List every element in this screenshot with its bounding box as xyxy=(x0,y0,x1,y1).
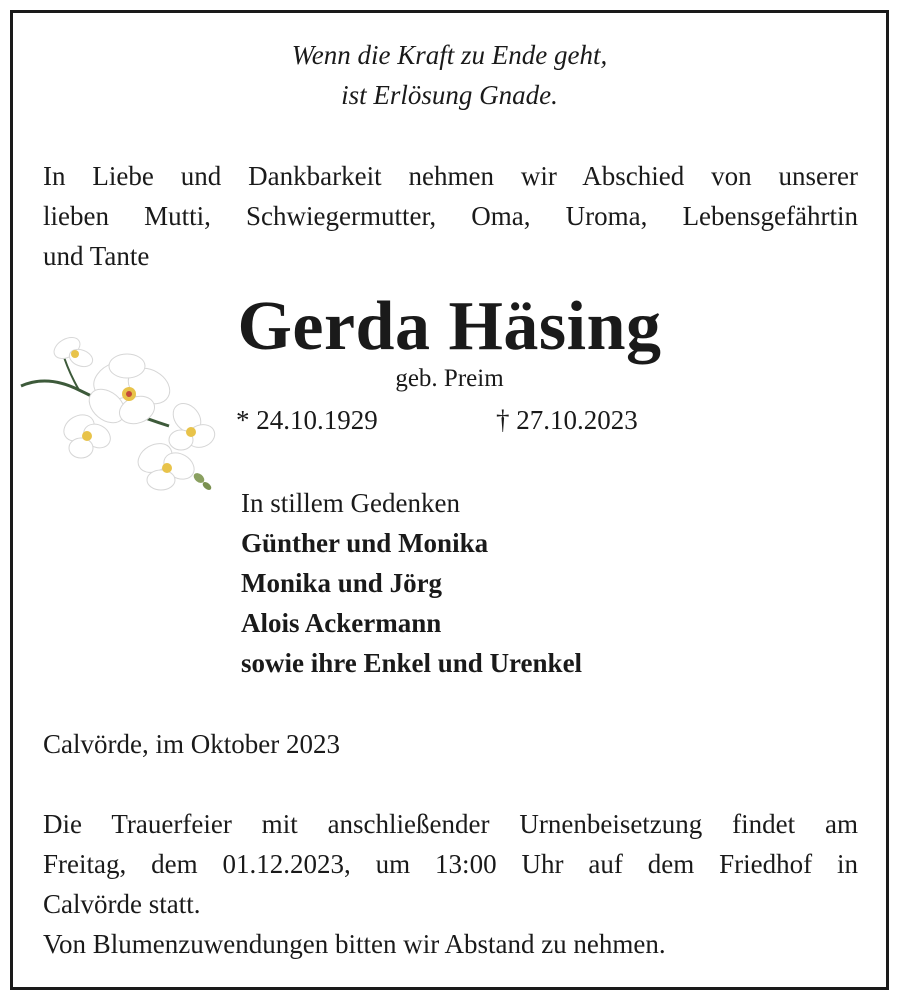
service-line-3: Calvörde statt. xyxy=(43,889,201,919)
intro-line-2: lieben Mutti, Schwiegermutter, Oma, Uroma, Lebensgefährtin xyxy=(43,201,858,231)
death-date: † 27.10.2023 xyxy=(496,405,638,435)
service-line-4: Von Blumenzuwendungen bitten wir Abstand zu nehmen. xyxy=(43,929,666,959)
maiden-name xyxy=(13,362,886,396)
motto-line-2: ist Erlösung Gnade. xyxy=(341,80,558,110)
obituary-frame xyxy=(10,10,889,990)
mourners-block xyxy=(241,483,582,683)
mourners-heading: In stillem Gedenken xyxy=(241,488,460,518)
mourner-name-1: Günther und Monika xyxy=(241,528,489,558)
maiden-name-text: geb. Preim xyxy=(395,365,504,392)
mourner-name-2: Monika und Jörg xyxy=(241,568,443,598)
deceased-name: Gerda Häsing xyxy=(237,288,662,365)
intro-line-1: In Liebe und Dankbarkeit nehmen wir Abschied von unserer xyxy=(43,161,858,191)
mourner-name-3: Alois Ackermann xyxy=(241,608,442,638)
place-and-date: Calvörde, im Oktober 2023 xyxy=(43,729,340,759)
intro-text xyxy=(43,156,858,276)
birth-date: * 24.10.1929 xyxy=(236,405,378,435)
service-line-1: Die Trauerfeier mit anschließender Urnenbeisetzung findet am xyxy=(43,809,858,839)
intro-line-3: und Tante xyxy=(43,241,150,271)
motto xyxy=(13,35,886,115)
service-info xyxy=(43,804,858,964)
mourner-name-4: sowie ihre Enkel und Urenkel xyxy=(241,648,583,678)
service-line-2: Freitag, dem 01.12.2023, um 13:00 Uhr auf dem Friedhof in xyxy=(43,849,858,879)
motto-line-1: Wenn die Kraft zu Ende geht, xyxy=(291,40,608,70)
